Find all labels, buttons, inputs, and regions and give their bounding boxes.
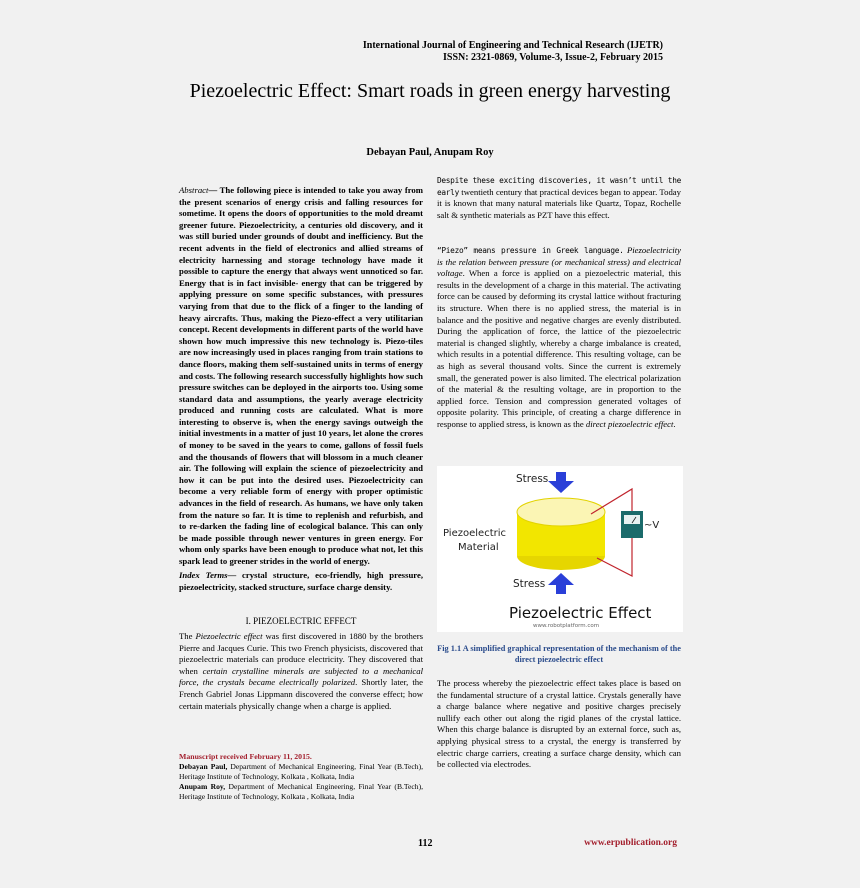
- right-paragraph-1: [437, 175, 681, 221]
- text-run-italic: direct piezoelectric effect: [585, 418, 674, 429]
- publisher-website: www.erpublication.org: [584, 838, 677, 848]
- voltage-label: ~V: [644, 520, 660, 531]
- text-run: “Piezo” means pressure in Greek language.: [437, 246, 624, 255]
- journal-name: International Journal of Engineering and Technical Research (IJETR): [362, 40, 663, 51]
- cylinder-top: [517, 498, 605, 526]
- material-label-2: Material: [458, 542, 499, 553]
- up-arrow-icon: [548, 573, 574, 594]
- author1-affiliation: [179, 762, 423, 782]
- piezo-figure: [437, 466, 683, 632]
- author2-affiliation: [179, 782, 423, 802]
- text-run-italic: Piezoelectric effect: [195, 631, 263, 641]
- author1-text: Department of Mechanical Engineering, Final Year (B.Tech), Heritage Institute of Technology, Kolkata , Kolkata, India: [179, 762, 423, 781]
- text-run: . Shortly later, the French Gabriel Jonas Lippmann discovered the converse effect; how certain materials physically change when a charge is applied.: [179, 677, 423, 711]
- author2-text: Department of Mechanical Engineering, Final Year (B.Tech), Heritage Institute of Technology, Kolkata , Kolkata, India: [179, 782, 423, 801]
- section-paragraph: [179, 631, 423, 712]
- text-run: .: [673, 418, 676, 429]
- text-run-italic: Piezoelectricity is the relation between pressure (or mechanical stress) and electrical voltage: [437, 245, 681, 279]
- section-heading: I. PIEZOELECTRIC EFFECT: [245, 616, 357, 626]
- right-paragraph-2: [437, 245, 681, 431]
- footnote: [179, 752, 423, 802]
- wire-top: [591, 489, 632, 514]
- journal-issn: ISSN: 2321-0869, Volume-3, Issue-2, February 2015: [442, 52, 663, 63]
- index-terms-lead: Index Terms: [179, 570, 228, 580]
- paper-authors: Debayan Paul, Anupam Roy: [366, 147, 494, 158]
- figure-title: Piezoelectric Effect: [509, 604, 652, 622]
- text-run: Despite these exciting discoveries, it wasn’t until the early: [437, 176, 681, 197]
- manuscript-received: Manuscript received February 11, 2015.: [179, 752, 312, 761]
- abstract-lead: Abstract: [179, 185, 209, 195]
- abstract: [179, 185, 423, 568]
- journal-header: [360, 40, 663, 64]
- text-run: was first discovered in 1880 by the brothers Pierre and Jacques Curie. This two French physicists, discovered that piezoelectric materials can produce electricity. They discovered that when: [179, 631, 423, 676]
- figure-caption: Fig 1.1 A simplified graphical representation of the mechanism of the direct piezoelectric effect: [437, 644, 681, 664]
- piezo-diagram: [437, 466, 683, 632]
- text-run: . When a force is applied on a piezoelectric material, this results in the development of a charge in this material. The activating force can be caused by deforming its crystal lattice without fracturing its structure. When there is no applied stress, the material is in balance and the positive and negative charges are evenly distributed. During the application of force, the lattice of the piezoelectric material is changed slightly, whereby a charge imbalance is created, which results in a potential difference. This resulting voltage, can be as high as several thousand volts. Since the current is extremely small, the generated power is also limited. The electrical polarization of the material & the resulting voltage, are in proportion to the applied force. Tension and compression generated voltages of opposite polarity. This principle, of creating a charge difference in response to applied stress, is known as the: [437, 268, 681, 429]
- author2-name: Anupam Roy,: [179, 782, 226, 791]
- text-run: twentieth century that practical devices began to appear. Today it is known that many natural materials like Quartz, Topaz, Rochelle salt & synthetic materials as PZT have this effect.: [437, 186, 681, 220]
- paper-title: Piezoelectric Effect: Smart roads in green energy harvesting: [189, 80, 671, 102]
- page-number: 112: [418, 838, 433, 849]
- stress-top-label: Stress: [516, 473, 549, 485]
- author1-name: Debayan Paul,: [179, 762, 228, 771]
- text-run: The: [179, 631, 196, 641]
- material-label-1: Piezoelectric: [443, 528, 506, 539]
- index-terms-text: — crystal structure, eco-friendly, high pressure, piezoelectricity, stacked structure, surface charge density.: [179, 570, 424, 592]
- down-arrow-icon: [548, 472, 574, 493]
- abstract-text: — The following piece is intended to take you away from the present scenarios of energy crisis and falling resources for sometime. It opens the doors of opportunities to the mold dreamt greener future. Piezoelectricity, a centuries old discovery, and it was still buried under grounds of doubt and inefficiency. But the recent advents in the field of electronics and allied streams of electricity harnessing and storage technology have made it possible to capture the energy that always went unnoticed so far. Energy that is in fact invisible- energy that can be triggered by applying pressure on some specific substances, with pressures varying from that due to the flick of a finger to the landing of heavy aircrafts. Thus, making the Piezo-effect a very utilitarian concept. Recent developments in different parts of the world have shown how much impressive this new technology is. Piezo-tiles are now increasingly used in places ranging from train stations to dance floors, making them self-sustained units in terms of energy and costs. The following research successfully highlights how such pressure switches can be deployed in the airports too. Using some standard data and assumptions, the yearly average electricity produced and running costs are calculated. What is more interesting to observe is, when the energy savings outweigh the initial investments in a matter of just 10 years, let alone the crores of money to be saved in the years to come, gallons of fossil fuels and the thousands of flowers that will blossom in a much cleaner air. The following will explain the science of piezoelectricity and how it can be put into the desired uses. Piezoelectricity can become a very reliable form of energy with proper optimistic advances in the field of research. As humans, we have only taken from the nature so far. It is time to replenish and refurbish, and to re-darken the fading line of ecological balance. This can only be made possible through newer ventures in green energy. For whom only sparks have been enough to produce what not, let this spark lead to greener strides in the world of energy.: [179, 185, 424, 566]
- right-paragraph-3: The process whereby the piezoelectric effect takes place is based on the fundamental structure of a crystal lattice. Crystals generally have a charge balance where negative and positive charges precisely nullify each other out along the rigid planes of the crystal lattice. When this charge balance is disrupted by an external force, such as, applying physical stress to a crystal, the energy is transferred by electric charge carriers, creating a surface charge density, which can be collected via electrodes.: [437, 678, 681, 770]
- figure-watermark: www.robotplatform.com: [533, 623, 600, 629]
- text-run-italic: certain crystalline minerals are subjected to a mechanical force, the crystals became electrically polarized: [179, 665, 423, 688]
- stress-bottom-label: Stress: [513, 578, 546, 590]
- index-terms: [179, 570, 423, 593]
